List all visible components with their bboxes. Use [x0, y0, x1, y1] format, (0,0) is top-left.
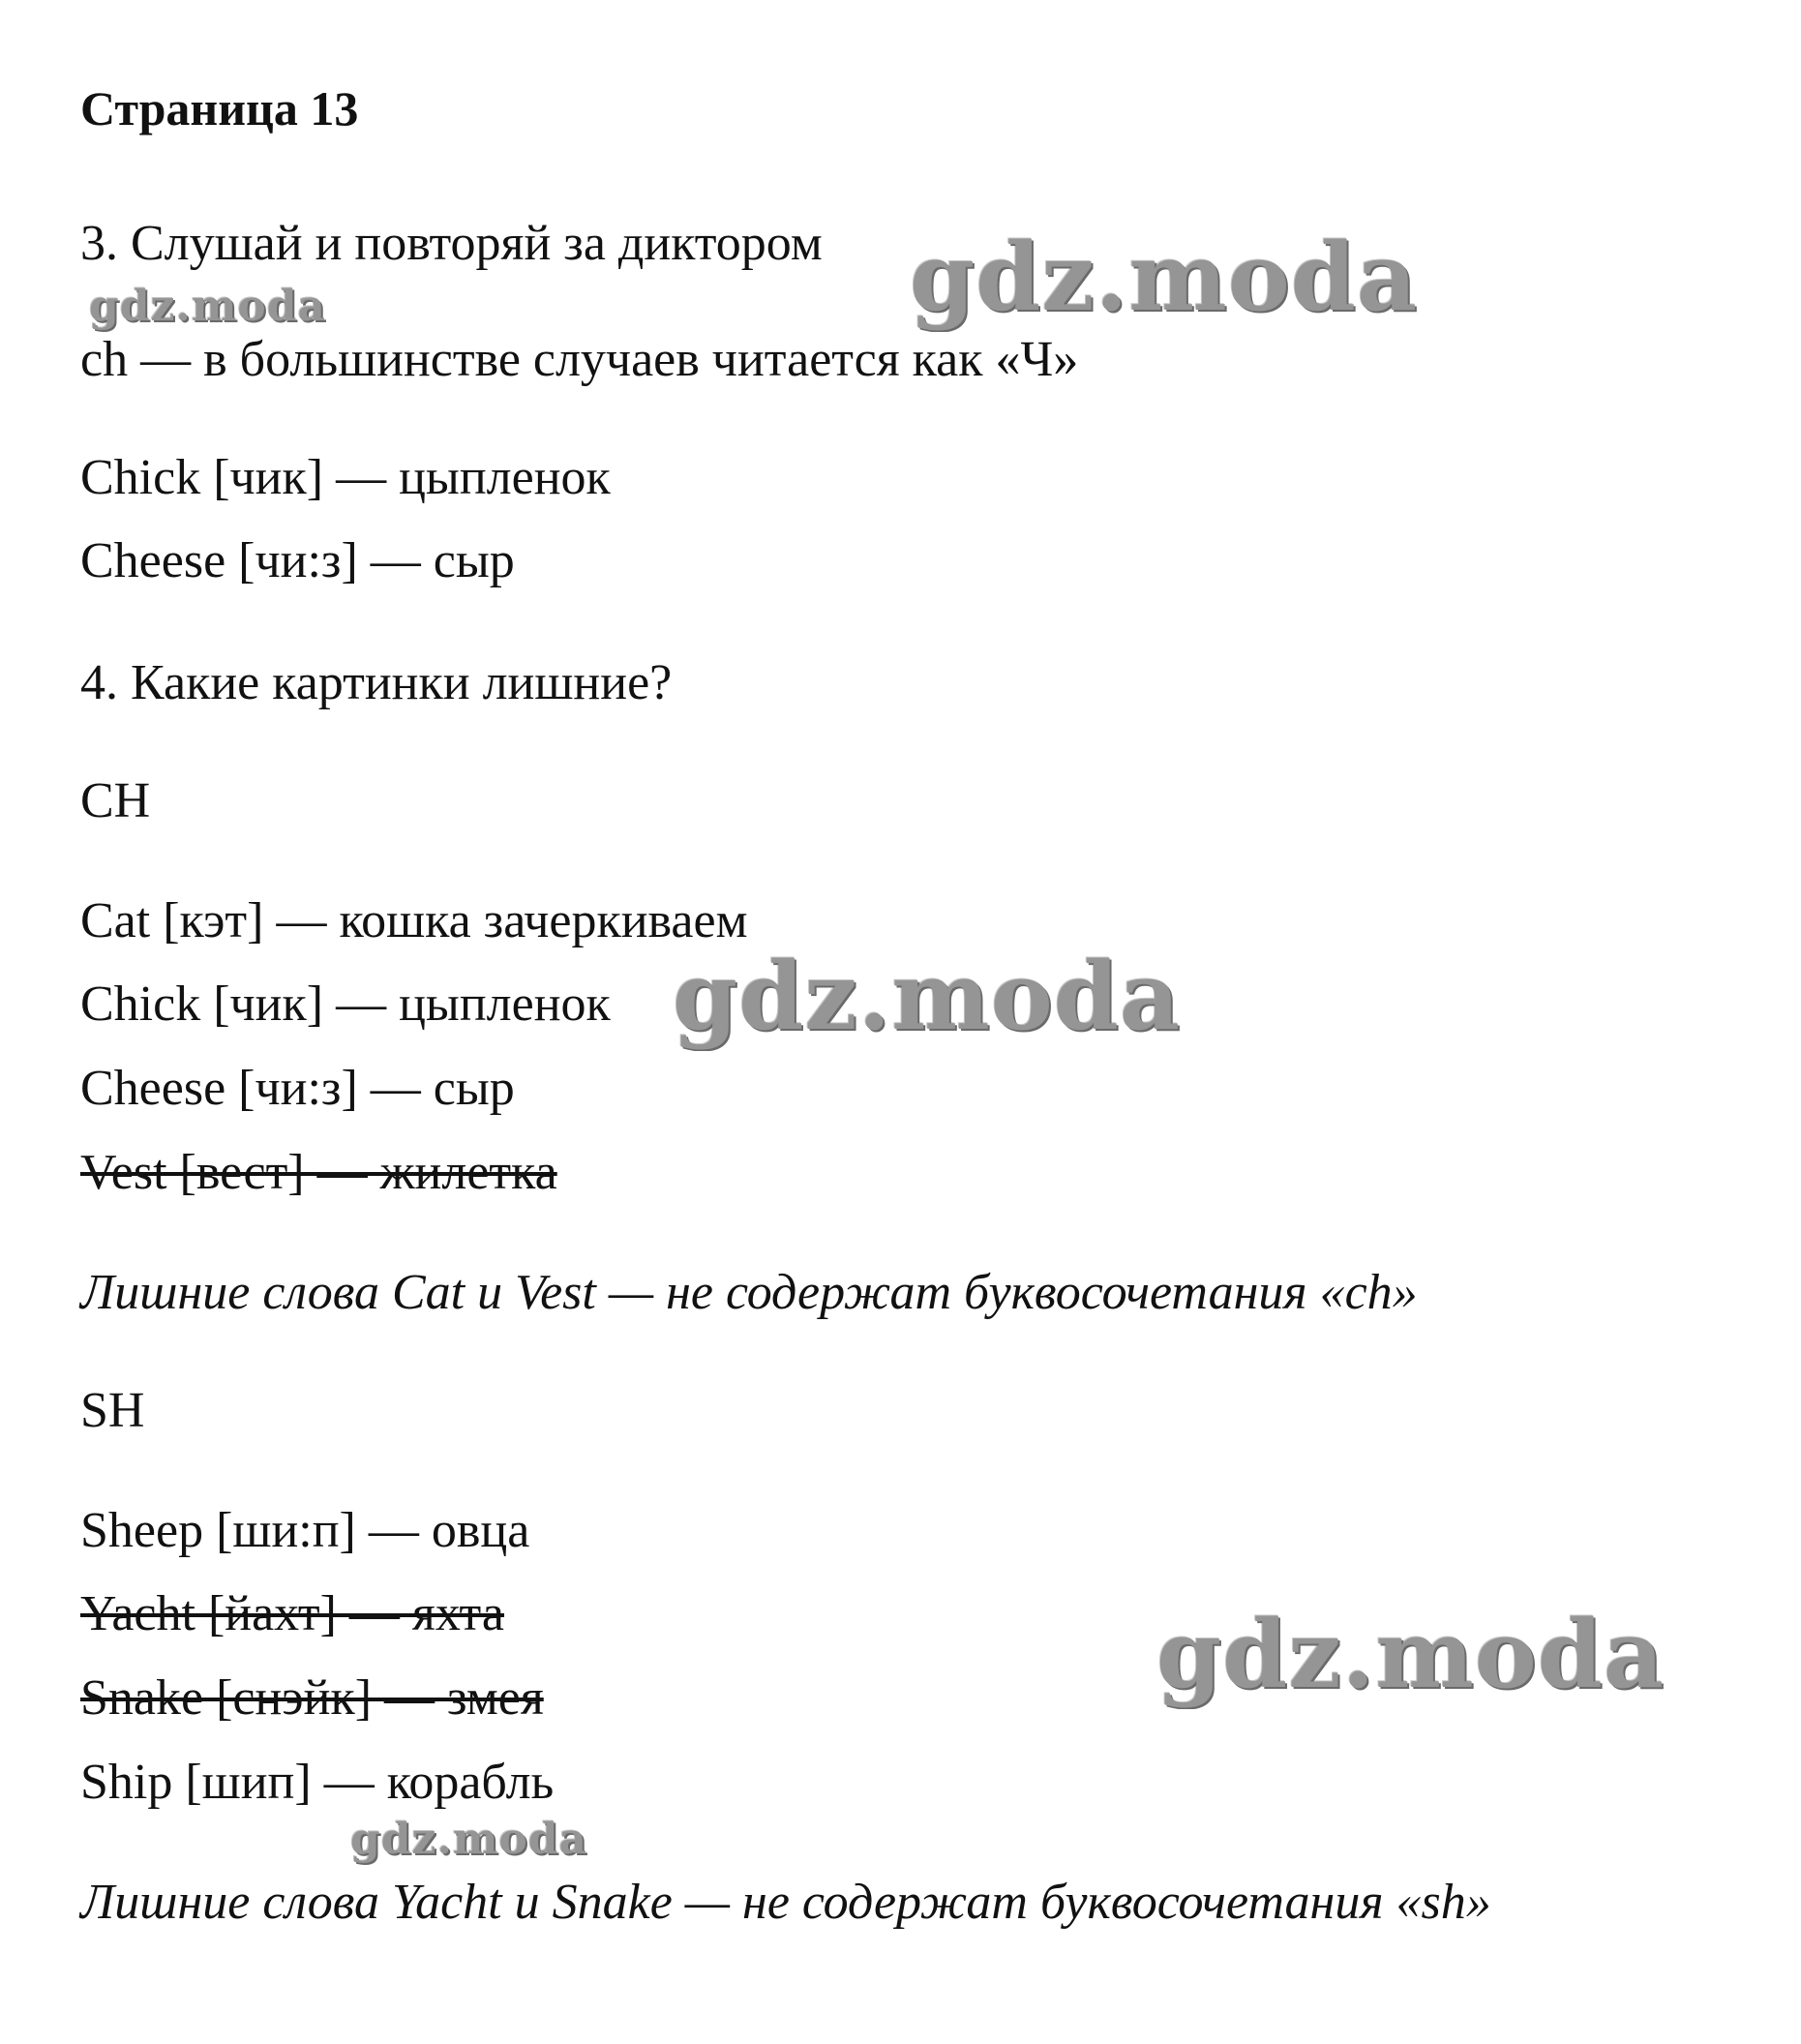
task3-rule: ch — в большинстве случаев читается как «Ч»: [80, 332, 1079, 387]
task3-word-cheese: Cheese [чи:з] — сыр: [80, 533, 515, 588]
sh-conclusion: Лишние слова Yacht и Snake — не содержат буквосочетания «sh»: [80, 1875, 1491, 1930]
watermark-logo: gdz.moda: [910, 223, 1419, 332]
watermark-logo: gdz.moda: [350, 1815, 588, 1864]
ch-word-vest: Vest [вест] — жилетка: [80, 1145, 557, 1200]
watermark-logo: gdz.moda: [1156, 1600, 1666, 1709]
task3-heading: 3. Слушай и повторяй за диктором: [80, 216, 823, 271]
sh-word-snake: Snake [снэйк] — змея: [80, 1670, 544, 1726]
page-title: Страница 13: [80, 81, 359, 135]
watermark-logo: gdz.moda: [673, 942, 1182, 1051]
task4-heading: 4. Какие картинки лишние?: [80, 655, 673, 710]
sh-label: SH: [80, 1383, 145, 1438]
ch-word-cheese: Cheese [чи:з] — сыр: [80, 1061, 515, 1116]
ch-word-chick: Chick [чик] — цыпленок: [80, 977, 611, 1032]
ch-word-cat: Cat [кэт] — кошка зачеркиваем: [80, 893, 748, 948]
sh-word-sheep: Sheep [ши:п] — овца: [80, 1503, 530, 1558]
sh-word-ship: Ship [шип] — корабль: [80, 1755, 555, 1810]
sh-word-yacht: Yacht [йахт] — яхта: [80, 1586, 504, 1641]
task3-word-chick: Chick [чик] — цыпленок: [80, 450, 611, 505]
ch-conclusion: Лишние слова Cat и Vest — не содержат буквосочетания «ch»: [80, 1265, 1418, 1320]
watermark-logo: gdz.moda: [89, 282, 327, 331]
ch-label: CH: [80, 773, 151, 828]
